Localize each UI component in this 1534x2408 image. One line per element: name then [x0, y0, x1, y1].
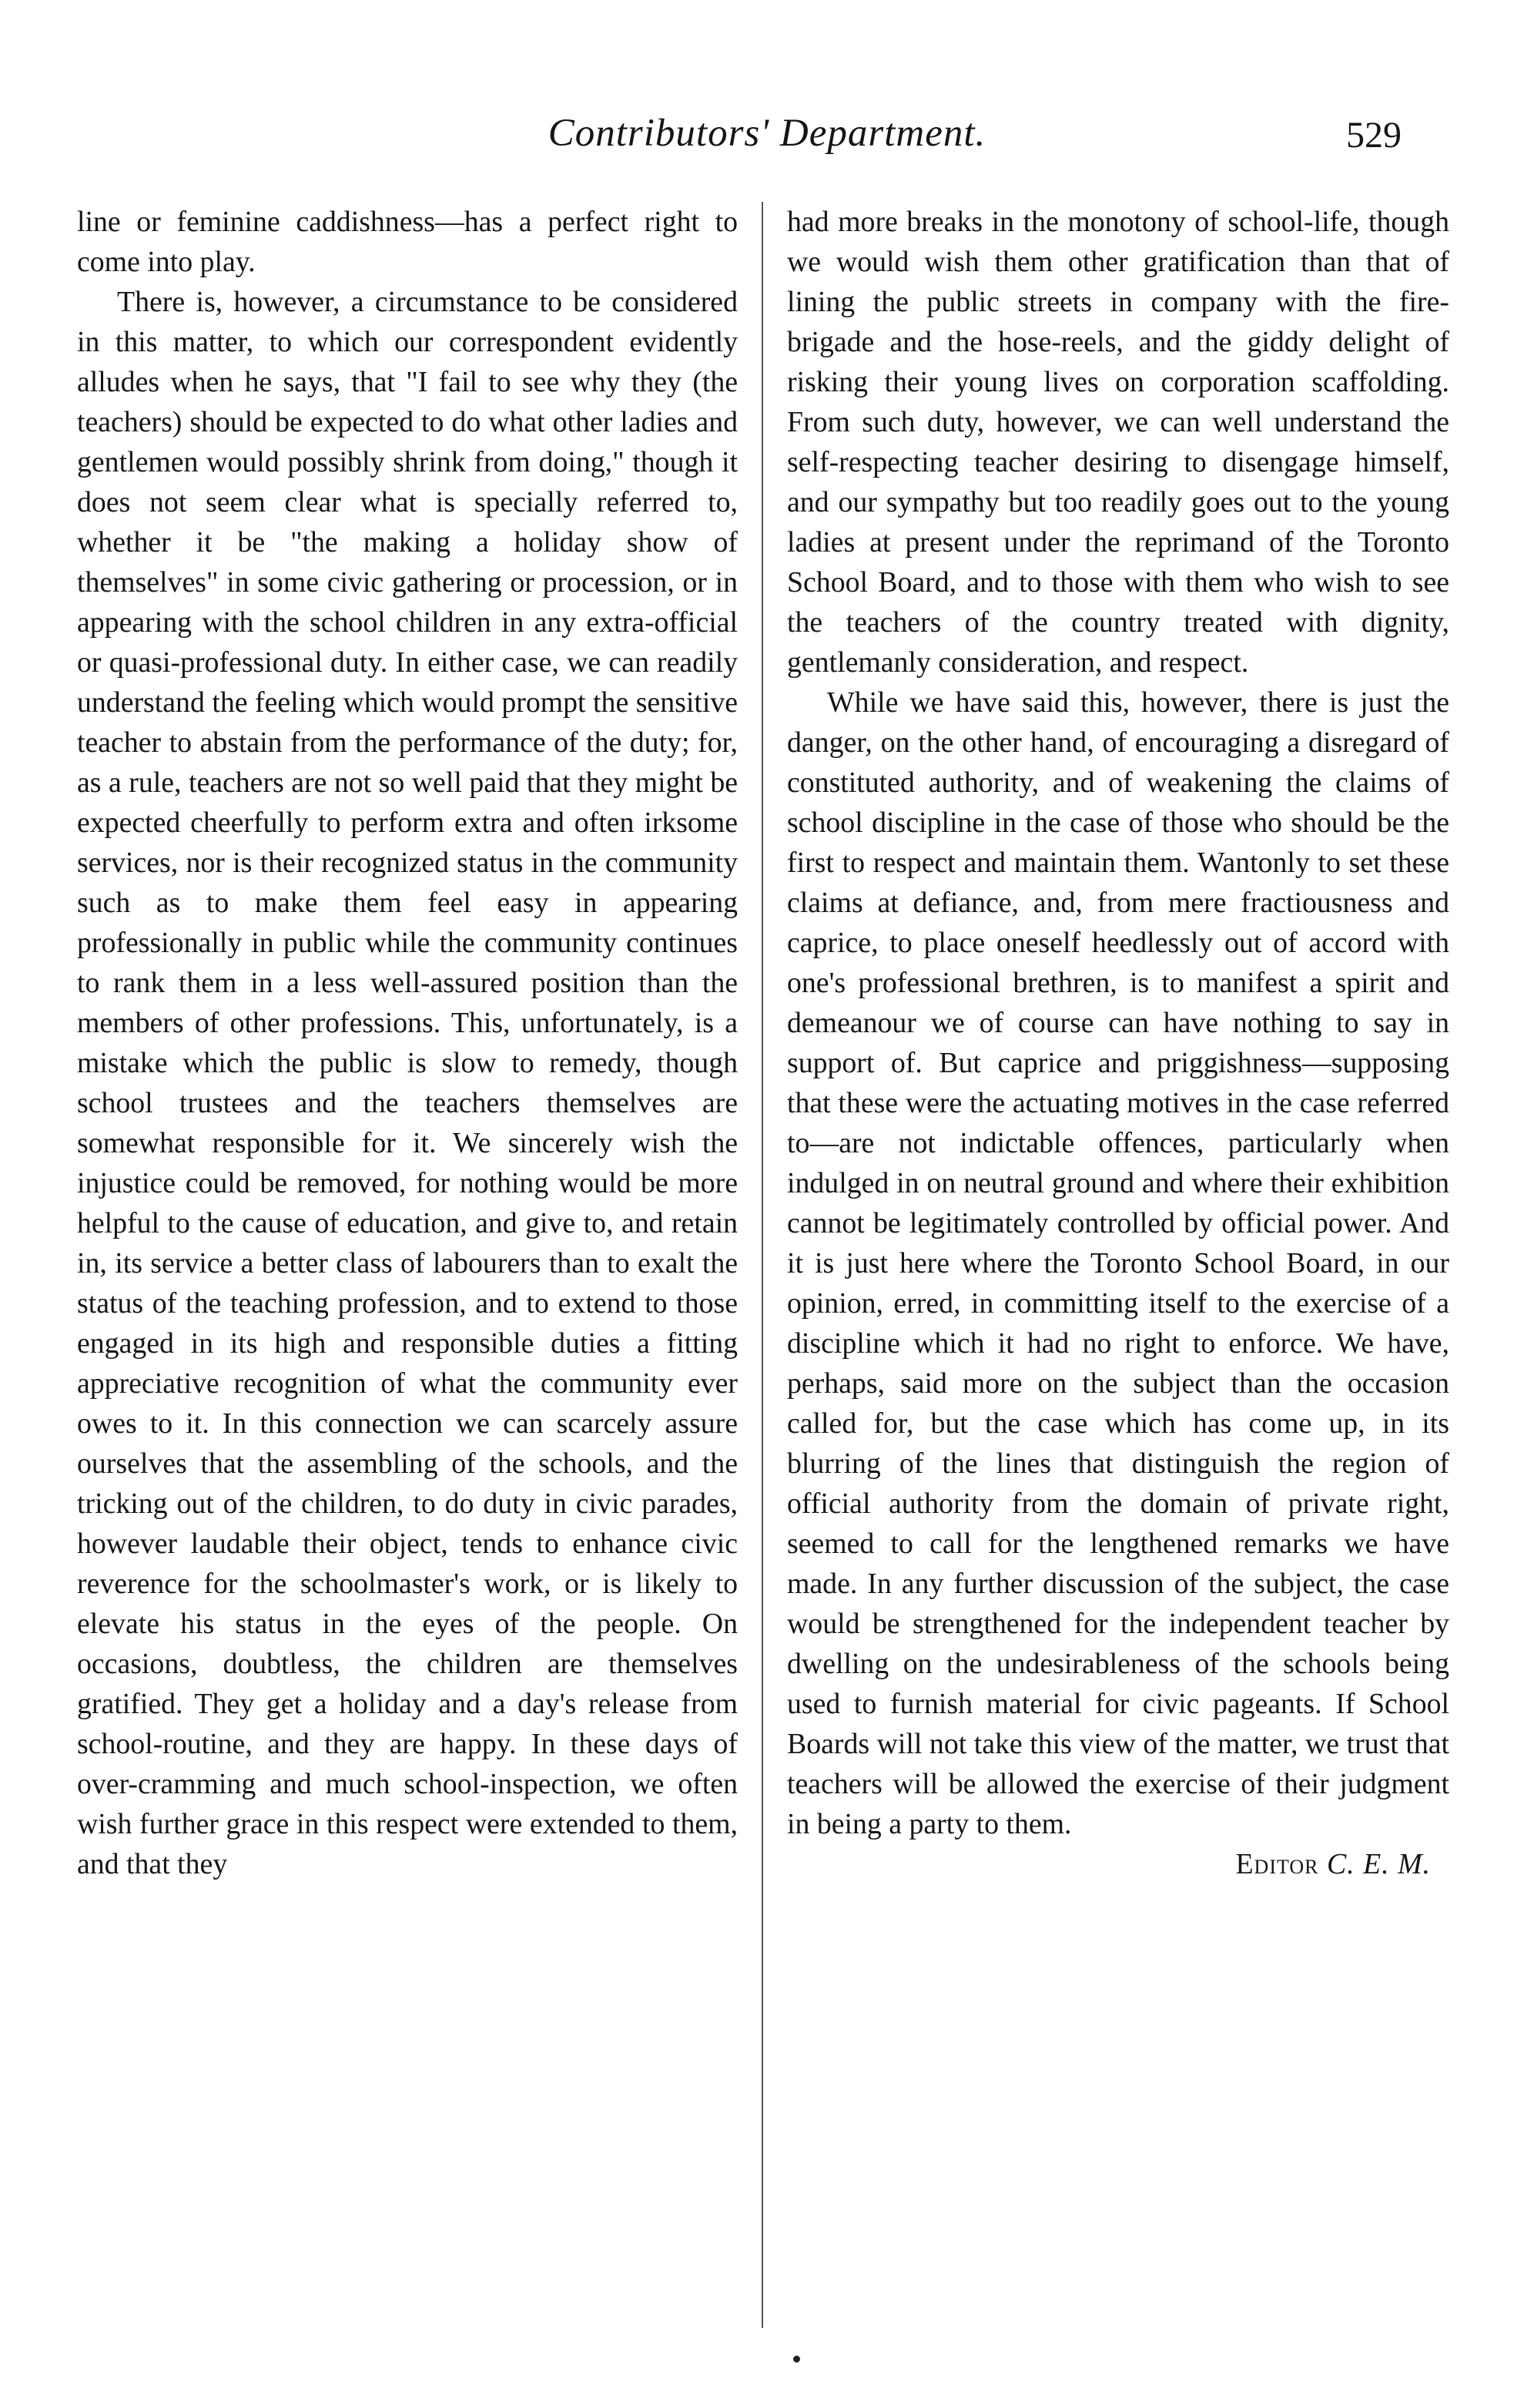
paragraph: had more breaks in the monotony of school-life, though we would wish them other gratification than that of lining the public streets in company with the fire-brigade and the hose-reels, and the giddy delight of risking their young lives on corporation scaffolding. From such duty, however, we can well understand the self-respecting teacher desiring to disengage himself, and our sympathy but too readily goes out to the young ladies at present under the reprimand of the Toronto School Board, and to those with them who wish to see the teachers of the country treated with dignity, gentlemanly consideration, and respect.	[787, 206, 1449, 679]
print-speck	[793, 2356, 800, 2363]
paragraph: line or feminine caddishness—has a perfect right to come into play.	[77, 206, 738, 278]
paragraph: While we have said this, however, there is just the danger, on the other hand, of encouraging a disregard of constituted authority, and of weakening the claims of school discipline in the case of those who should be the first to respect and maintain them. Wantonly to set these claims at defiance, and, from mere fractiousness and caprice, to place oneself heedlessly out of accord with one's professional brethren, is to manifest a spirit and demeanour we of course can have nothing to say in support of. But caprice and priggishness—supposing that these were the actuating motives in the case referred to—are not indictable offences, particularly when indulged in on neutral ground and where their exhibition cannot be legitimately controlled by official power. And it is just here where the Toronto School Board, in our opinion, erred, in committing itself to the exercise of a discipline which it had no right to enforce. We have, perhaps, said more on the subject than the occasion called for, but the case which has come up, in its blurring of the lines that distinguish the region of official authority from the domain of private right, seemed to call for the lengthened remarks we have made. In any further discussion of the subject, the case would be strengthened for the independent teacher by dwelling on the undesirableness of the schools being used to furnish material for civic pageants. If School Boards will not take this view of the matter, we trust that teachers will be allowed the exercise of their judgment in being a party to them.	[787, 686, 1449, 1840]
running-title: Contributors' Department.	[548, 112, 986, 155]
editor-signature	[787, 1844, 1449, 1884]
signature-label: Editor	[1235, 1848, 1319, 1880]
signature-initials: C. E. M.	[1326, 1848, 1431, 1880]
column-divider	[762, 202, 763, 2328]
right-column	[787, 202, 1449, 1884]
paragraph: There is, however, a circumstance to be considered in this matter, to which our correspondent evidently alludes when he says, that "I fail to see why they (the teachers) should be expected to do what other ladies and gentlemen would possibly shrink from doing," though it does not seem clear what is specially referred to, whether it be "the making a holiday show of themselves" in some civic gathering or procession, or in appearing with the school children in any extra-official or quasi-professional duty. In either case, we can readily understand the feeling which would prompt the sensitive teacher to abstain from the performance of the duty; for, as a rule, teachers are not so well paid that they might be expected cheerfully to perform extra and often irksome services, nor is their recognized status in the community such as to make them feel easy in appearing professionally in public while the community continues to rank them in a less well-assured position than the members of other professions. This, unfortunately, is a mistake which the public is slow to remedy, though school trustees and the teachers themselves are somewhat responsible for it. We sincerely wish the injustice could be removed, for nothing would be more helpful to the cause of education, and give to, and retain in, its service a better class of labourers than to exalt the status of the teaching profession, and to extend to those engaged in its high and responsible duties a fitting appreciative recognition of what the community ever owes to it. In this connection we can scarcely assure ourselves that the assembling of the schools, and the tricking out of the children, to do duty in civic parades, however laudable their object, tends to enhance civic reverence for the schoolmaster's work, or is likely to elevate his status in the eyes of the people. On occasions, doubtless, the children are themselves gratified. They get a holiday and a day's release from school-routine, and they are happy. In these days of over-cramming and much school-inspection, we often wish further grace in this respect were extended to them, and that they	[77, 286, 738, 1880]
page-number: 529	[1346, 115, 1402, 156]
left-column	[77, 202, 738, 1884]
